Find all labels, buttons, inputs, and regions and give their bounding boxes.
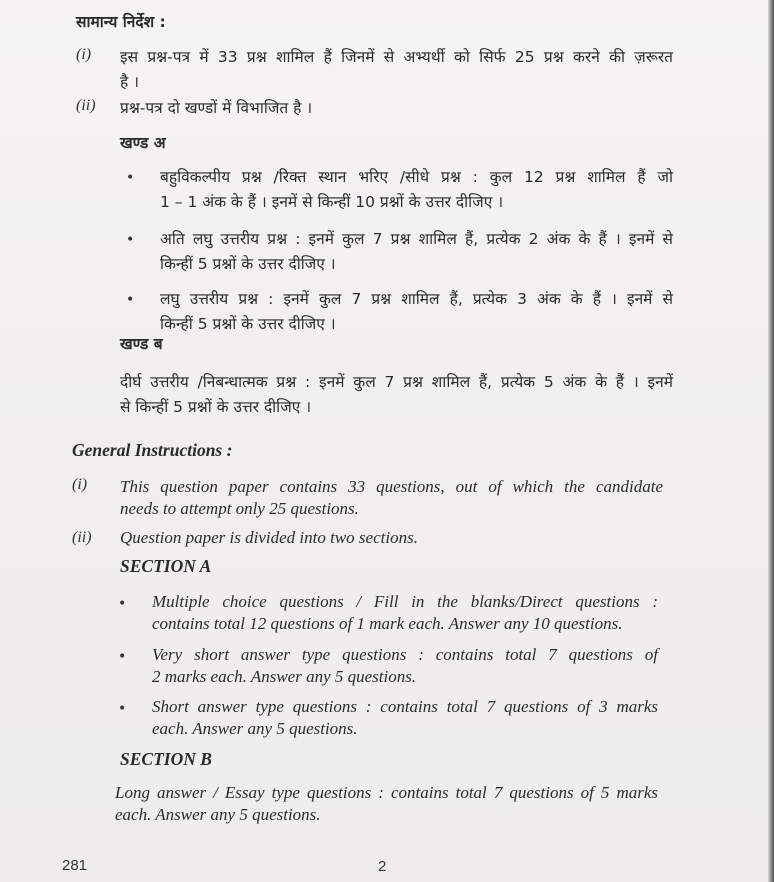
english-item-1-number: (i) bbox=[72, 476, 88, 493]
hindi-section-b-title: खण्ड ब bbox=[120, 335, 163, 353]
hindi-item-2-text: प्रश्न-पत्र दो खण्डों में विभाजित है । bbox=[120, 99, 313, 117]
english-section-a-bullet-2 bbox=[152, 645, 658, 687]
english-heading: General Instructions : bbox=[72, 440, 233, 460]
hindi-section-b-text bbox=[120, 370, 673, 417]
hindi-section-b-line2: से किन्हीं 5 प्रश्नों के उत्तर दीजिए । bbox=[120, 398, 312, 416]
english-item-1-line1: This question paper contains 33 questions, out of which the candidate bbox=[120, 477, 663, 496]
english-bullet-1-line2: contains total 12 questions of 1 mark each. Answer any 10 questions. bbox=[152, 614, 623, 633]
english-section-b-line2: each. Answer any 5 questions. bbox=[115, 805, 321, 824]
hindi-section-a-title: खण्ड अ bbox=[120, 134, 166, 152]
english-item-2-number: (ii) bbox=[72, 529, 92, 546]
english-bullet-2-line1: Very short answer type questions : contains total 7 questions of bbox=[152, 645, 658, 664]
hindi-item-1-line1: इस प्रश्न-पत्र में 33 प्रश्न शामिल हैं जिनमें से अभ्यर्थी को सिर्फ 25 प्रश्न करने की ज़रूरत bbox=[120, 48, 673, 66]
hindi-heading: सामान्य निर्देश : bbox=[76, 13, 166, 31]
english-item-1-text bbox=[120, 477, 663, 519]
hindi-section-b-line1: दीर्घ उत्तरीय /निबन्धात्मक प्रश्न : इनमें कुल 7 प्रश्न शामिल हैं, प्रत्येक 5 अंक के हैं । इनमें bbox=[120, 373, 673, 391]
english-bullet-2-line2: 2 marks each. Answer any 5 questions. bbox=[152, 667, 417, 686]
english-section-a-bullet-3 bbox=[152, 697, 658, 739]
english-bullet-3-line2: each. Answer any 5 questions. bbox=[152, 719, 358, 738]
english-bullet-3-line1: Short answer type questions : contains total 7 questions of 3 marks bbox=[152, 697, 658, 716]
english-section-b-text bbox=[115, 783, 658, 825]
hindi-item-1-text bbox=[120, 45, 673, 92]
english-bullet-1-line1: Multiple choice questions / Fill in the blanks/Direct questions : bbox=[152, 592, 658, 611]
bullet-icon: • bbox=[126, 292, 135, 308]
hindi-bullet-3-line2: किन्हीं 5 प्रश्नों के उत्तर दीजिए । bbox=[160, 315, 336, 333]
english-section-b-title: SECTION B bbox=[120, 749, 212, 769]
hindi-section-a-bullet-3 bbox=[160, 287, 673, 334]
bullet-icon: • bbox=[126, 232, 135, 248]
bullet-icon: • bbox=[118, 649, 127, 665]
hindi-bullet-1-line2: 1 – 1 अंक के हैं । इनमें से किन्हीं 10 प्रश्नों के उत्तर दीजिए । bbox=[160, 193, 504, 211]
hindi-item-1-line2: है । bbox=[120, 73, 140, 91]
hindi-item-1-number: (i) bbox=[76, 46, 92, 63]
hindi-bullet-2-line2: किन्हीं 5 प्रश्नों के उत्तर दीजिए । bbox=[160, 255, 336, 273]
english-section-b-line1: Long answer / Essay type questions : contains total 7 questions of 5 marks bbox=[115, 783, 658, 802]
paper-code: 281 bbox=[62, 857, 88, 874]
hindi-section-a-bullet-1 bbox=[160, 165, 673, 212]
bullet-icon: • bbox=[118, 701, 127, 717]
bullet-icon: • bbox=[126, 170, 135, 186]
english-item-1-line2: needs to attempt only 25 questions. bbox=[120, 499, 359, 518]
hindi-bullet-1-line1: बहुविकल्पीय प्रश्न /रिक्त स्थान भरिए /सीधे प्रश्न : कुल 12 प्रश्न शामिल हैं जो bbox=[160, 168, 673, 186]
english-section-a-title: SECTION A bbox=[120, 556, 212, 576]
hindi-bullet-2-line1: अति लघु उत्तरीय प्रश्न : इनमें कुल 7 प्रश्न शामिल हैं, प्रत्येक 2 अंक के हैं । इनमें से bbox=[160, 230, 673, 248]
page-edge-shadow bbox=[768, 0, 774, 882]
page-number: 2 bbox=[378, 858, 387, 875]
english-item-2-text: Question paper is divided into two sections. bbox=[120, 528, 418, 547]
hindi-bullet-3-line1: लघु उत्तरीय प्रश्न : इनमें कुल 7 प्रश्न शामिल हैं, प्रत्येक 3 अंक के हैं । इनमें से bbox=[160, 290, 673, 308]
hindi-item-2-number: (ii) bbox=[76, 97, 96, 114]
bullet-icon: • bbox=[118, 596, 127, 612]
english-section-a-bullet-1 bbox=[152, 592, 658, 634]
hindi-section-a-bullet-2 bbox=[160, 227, 673, 274]
